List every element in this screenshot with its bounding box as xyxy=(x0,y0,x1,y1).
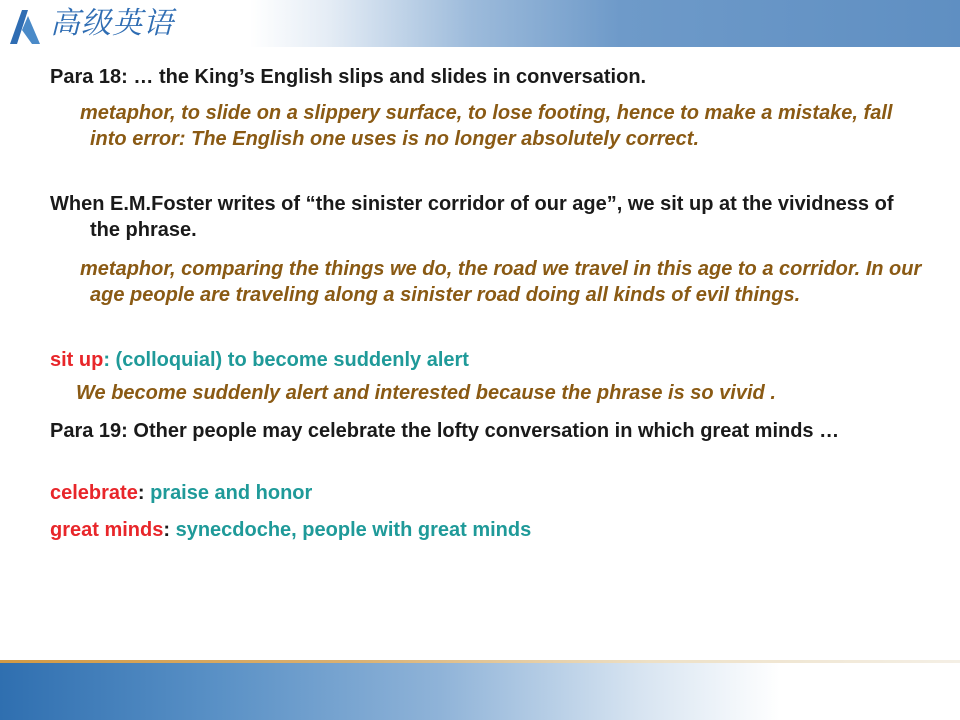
sit-up-meaning: : (colloquial) to become suddenly alert xyxy=(103,349,469,371)
great-minds-definition xyxy=(50,517,930,543)
foster-note xyxy=(80,256,925,308)
great-minds-meaning: synecdoche, people with great minds xyxy=(175,519,532,541)
sit-up-definition xyxy=(50,347,930,373)
foster-paragraph xyxy=(50,191,910,243)
foster-quote: the sinister corridor of our age xyxy=(315,193,607,215)
foster-open-quote: “ xyxy=(305,193,316,215)
footer-band xyxy=(0,663,960,720)
sit-up-note xyxy=(76,380,946,406)
celebrate-meaning: praise and honor xyxy=(150,482,313,504)
para-18-text-1: Para 18: … the King xyxy=(50,66,239,88)
para-19-text: Para 19: Other people may celebrate the lofty conversation in which great minds … xyxy=(50,420,840,442)
para-18-note-text: metaphor, to slide on a slippery surface, to lose footing, hence to make a mistake, fall into error: The English one uses is no longer absolutely correct. xyxy=(80,102,893,150)
para-18 xyxy=(50,64,930,90)
sit-up-term: sit up xyxy=(50,349,104,371)
foster-text-2: , we sit up at the vividness of the phrase. xyxy=(90,193,894,241)
foster-close-quote: ” xyxy=(606,193,617,215)
sit-up-note-text: We become suddenly alert and interested because the phrase is so vivid . xyxy=(76,382,776,404)
celebrate-definition xyxy=(50,480,930,506)
para-19 xyxy=(50,418,910,444)
foster-text-1: When E.M.Foster writes of xyxy=(50,193,306,215)
celebrate-colon: : xyxy=(137,482,151,504)
para-18-text-3: English slips and slides in conversation. xyxy=(254,66,647,88)
foster-note-text: metaphor, comparing the things we do, the road we travel in this age to a corridor. In our age people are traveling along a sinister road doing all kinds of evil things. xyxy=(80,258,922,306)
great-minds-colon: : xyxy=(163,519,176,541)
celebrate-term: celebrate xyxy=(50,482,138,504)
para-18-note xyxy=(80,100,925,152)
logo-title: 高级英语 xyxy=(50,6,174,41)
great-minds-term: great minds xyxy=(50,519,164,541)
para-18-text-2: ’s xyxy=(238,66,255,88)
